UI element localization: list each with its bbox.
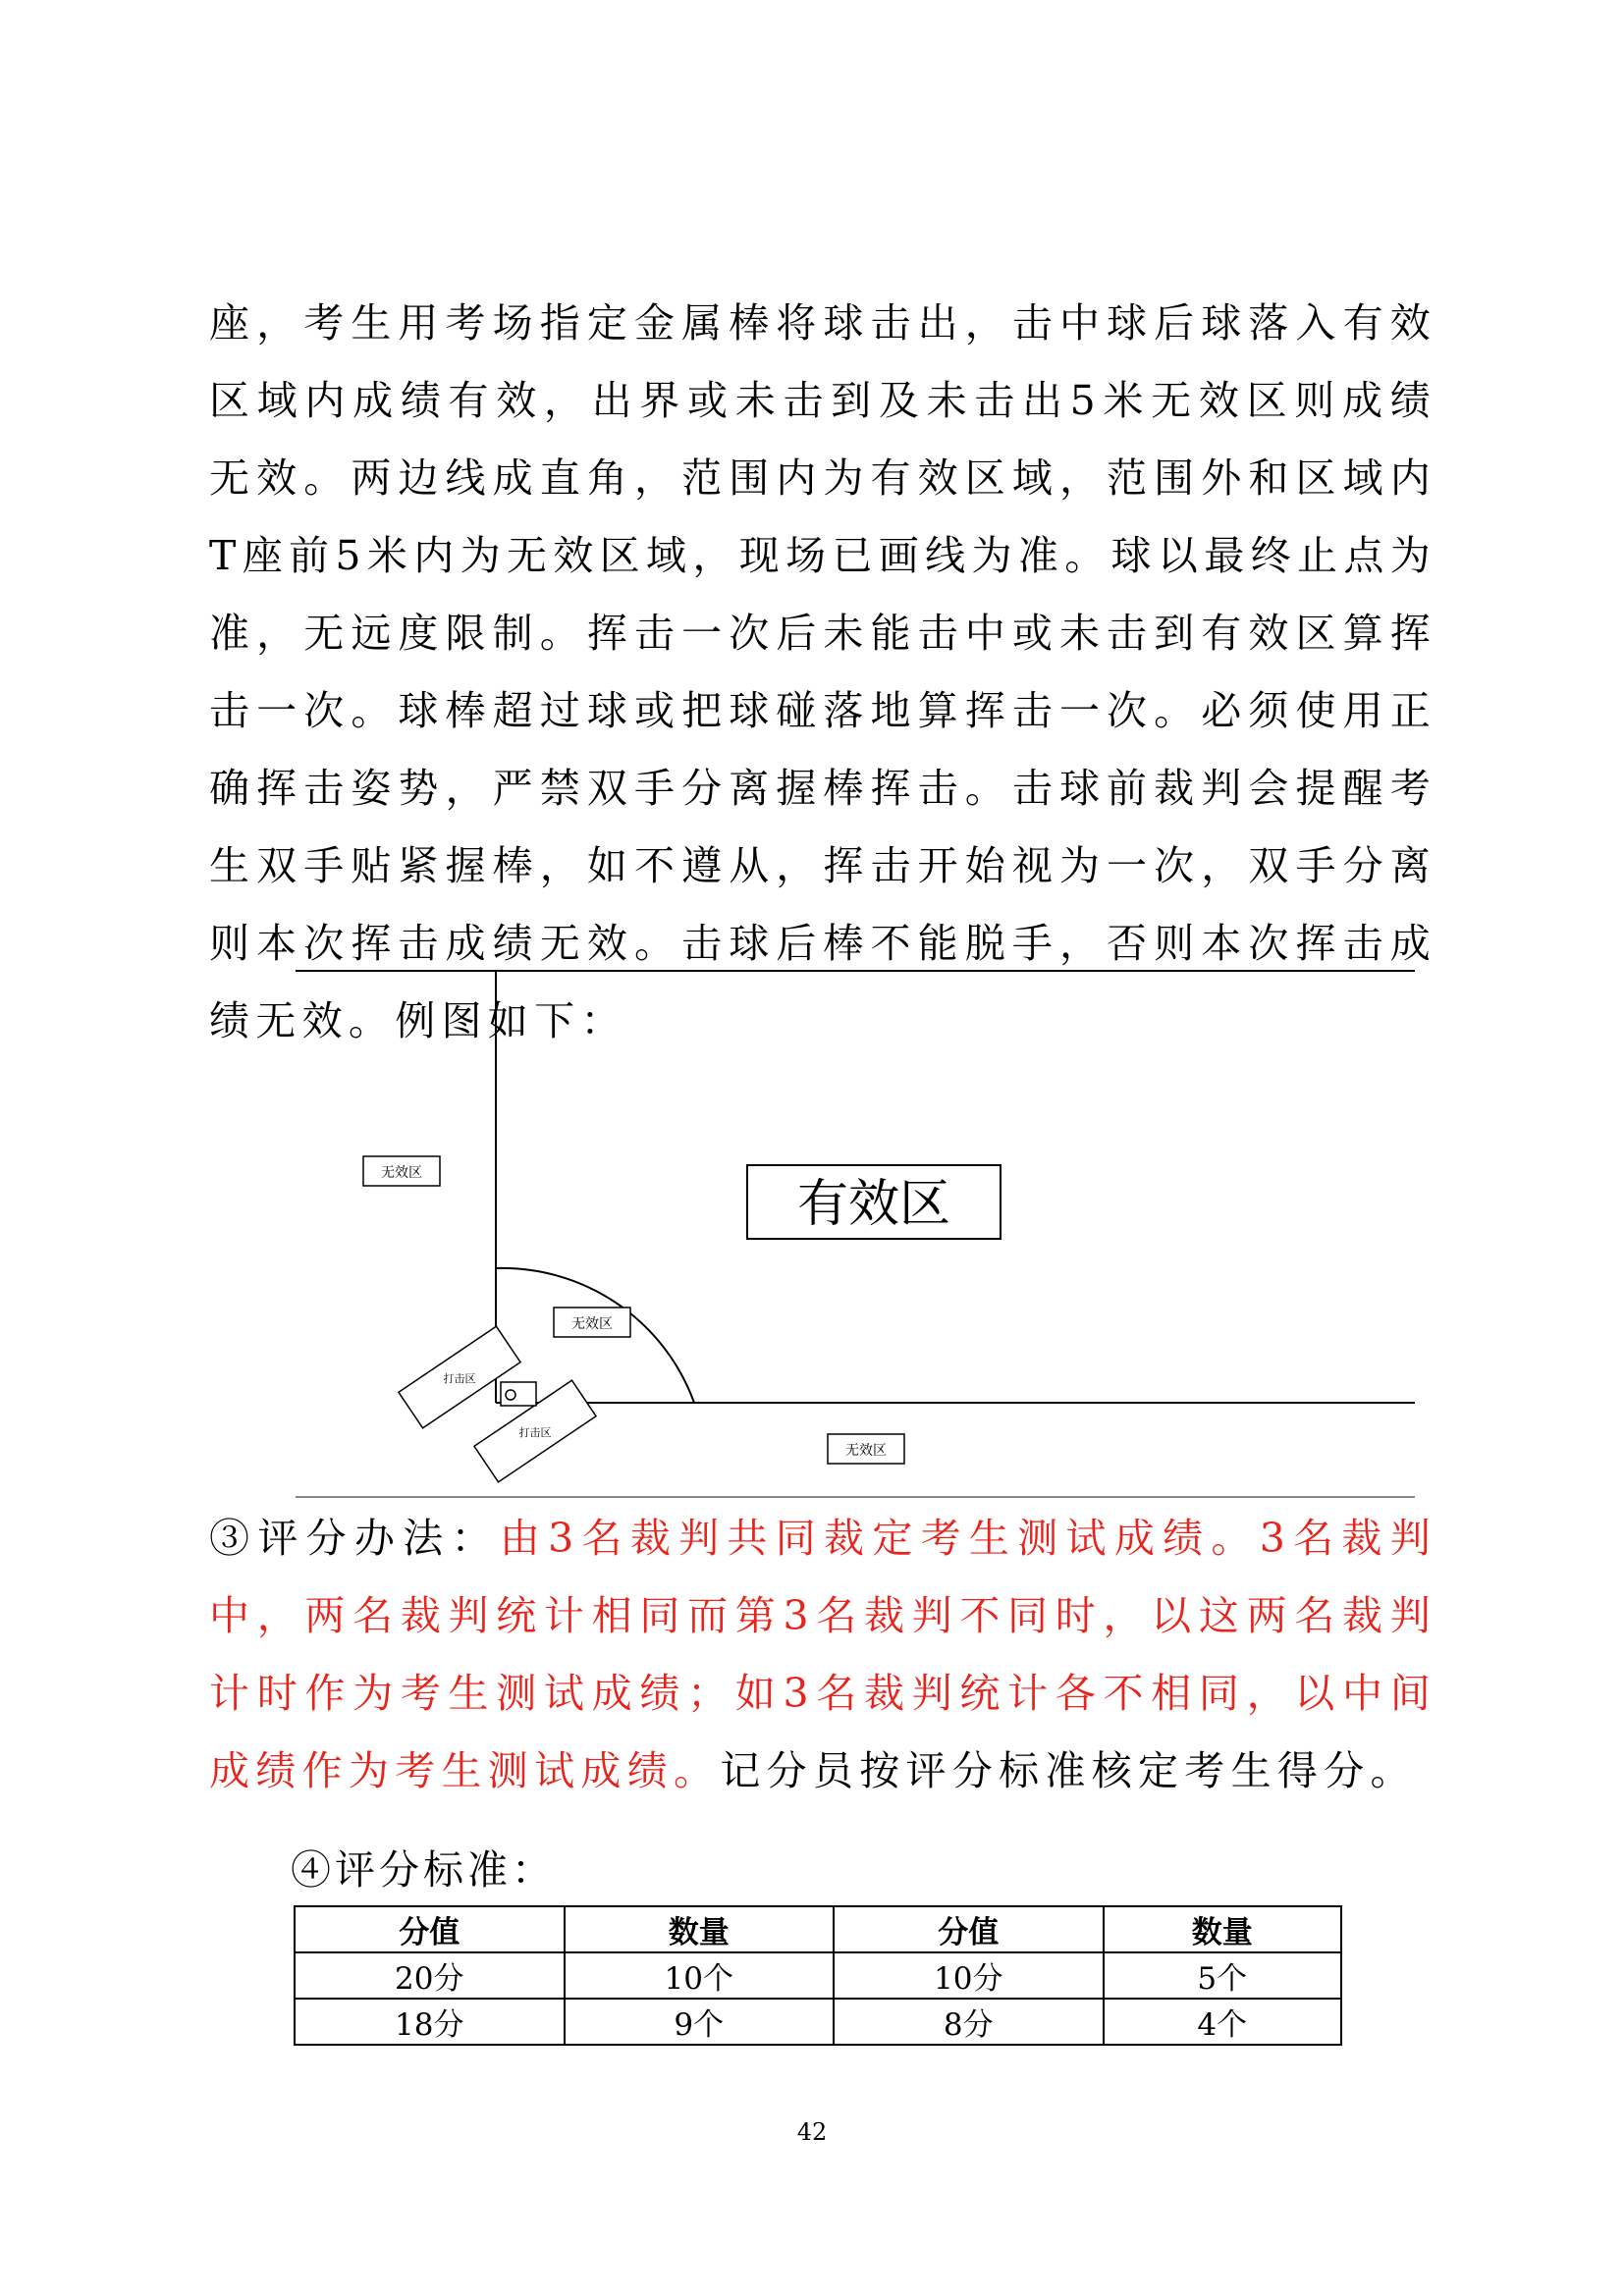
scoring-standard-title: 评分标准： bbox=[335, 1846, 556, 1894]
section-number: ④ bbox=[291, 1846, 335, 1894]
table-cell: 10个 bbox=[565, 1952, 835, 1999]
table-header-row bbox=[295, 1906, 1341, 1952]
table-header: 分值 bbox=[834, 1906, 1104, 1952]
batting-zone-label: 打击区 bbox=[518, 1426, 552, 1439]
invalid-zone-label: 无效区 bbox=[381, 1165, 422, 1181]
table-cell: 9个 bbox=[565, 1999, 835, 2045]
table-header: 数量 bbox=[565, 1906, 835, 1952]
table-cell: 8分 bbox=[834, 1999, 1104, 2045]
valid-zone-label: 有效区 bbox=[796, 1175, 951, 1234]
table-cell: 10分 bbox=[834, 1952, 1104, 1999]
scoring-standard-heading bbox=[291, 1841, 556, 1899]
scoring-method-title: 评分办法： bbox=[257, 1515, 500, 1562]
ball-icon bbox=[506, 1390, 515, 1400]
section-number: ③ bbox=[209, 1515, 258, 1562]
invalid-zone-label: 无效区 bbox=[845, 1443, 887, 1459]
invalid-zone-box-center bbox=[554, 1308, 630, 1337]
table-cell: 4个 bbox=[1104, 1999, 1342, 2045]
invalid-zone-box-bottom bbox=[828, 1434, 904, 1464]
valid-zone-box bbox=[747, 1165, 1001, 1239]
table-header: 分值 bbox=[295, 1906, 565, 1952]
table-row bbox=[295, 1999, 1341, 2045]
table-cell: 5个 bbox=[1104, 1952, 1342, 1999]
invalid-zone-box-left bbox=[363, 1156, 440, 1186]
scoring-method-note: 记分员按评分标准核定考生得分。 bbox=[720, 1747, 1417, 1794]
batting-zone-label: 打击区 bbox=[443, 1372, 476, 1385]
scoring-method-rules: 由3名裁判共同裁定考生测试成绩。3名裁判中，两名裁判统计相同而第3名裁判不同时，以这两名裁判计时作为考生测试成绩；如3名裁判统计各不相同，以中间成绩作为考生测试成绩。 bbox=[209, 1515, 1437, 1794]
table-header: 数量 bbox=[1104, 1906, 1342, 1952]
table-cell: 20分 bbox=[295, 1952, 565, 1999]
page-number: 42 bbox=[796, 2118, 828, 2146]
invalid-zone-label: 无效区 bbox=[571, 1316, 613, 1332]
scoring-method-paragraph bbox=[209, 1500, 1436, 1810]
scoring-standard-table bbox=[294, 1905, 1342, 2046]
rules-paragraph: 座，考生用考场指定金属棒将球击出，击中球后球落入有效区域内成绩有效，出界或未击到及未击出5米无效区则成绩无效。两边线成直角，范围内为有效区域，范围外和区域内T座前5米内为无效区域，现场已画线为准。球以最终止点为准，无远度限制。挥击一次后未能击中或未击到有效区算挥击一次。球棒超过球或把球碰落地算挥击一次。必须使用正确挥击姿势，严禁双手分离握棒挥击。击球前裁判会提醒考生双手贴紧握棒，如不遵从，挥击开始视为一次，双手分离则本次挥击成绩无效。击球后棒不能脱手，否则本次挥击成绩无效。例图如下： bbox=[209, 299, 1436, 1044]
table-cell: 18分 bbox=[295, 1999, 565, 2045]
batting-zone-upper bbox=[399, 1326, 520, 1428]
table-row bbox=[295, 1952, 1341, 1999]
